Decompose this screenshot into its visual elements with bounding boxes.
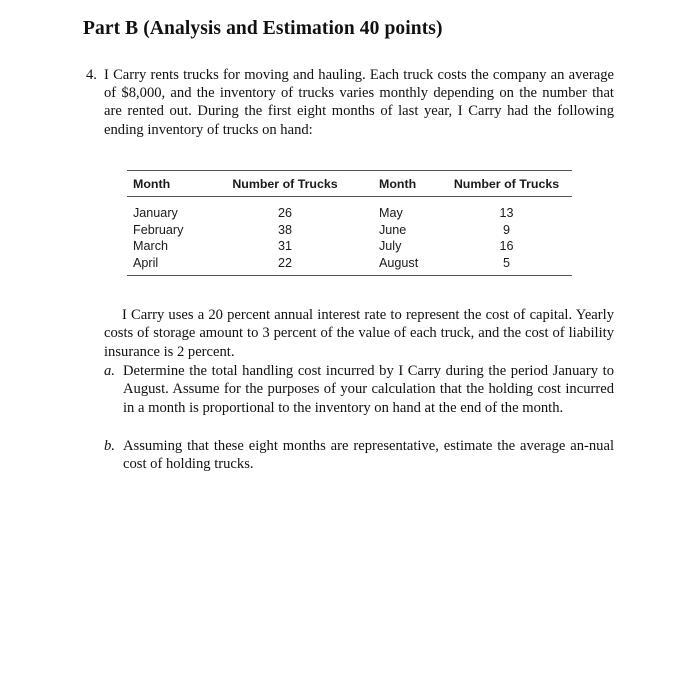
table-cell: 38 [277,222,292,237]
table-cell: February [133,222,184,237]
header-month-1: Month [133,176,171,191]
table-cell: 16 [499,239,514,254]
table-cell: May [379,206,403,221]
table-cell: June [379,222,407,237]
problem-4 [86,66,614,139]
inventory-table [127,170,572,276]
header-trucks-1: Number of Trucks [232,176,338,191]
question-a-label: a. [104,363,115,379]
table-cell: April [133,255,159,270]
question-b-label: b. [104,438,115,454]
section-heading: Part B (Analysis and Estimation 40 points) [83,18,443,39]
table-cell: 9 [502,222,510,237]
table-cell: 22 [277,255,292,270]
table-header-row [127,171,572,196]
question-a-text: Determine the total handling cost incurred by I Carry during the period January to August. Assume for the purposes of your calculation that the holding cost incurred in a month is proportional to the inventory on hand at the end of the month. [123,363,614,416]
table-cell: March [133,239,168,254]
cost-paragraph [104,306,614,361]
table-bottom-rule [127,275,572,276]
table-row [127,238,572,255]
table-cell: 26 [277,206,292,221]
header-trucks-2: Number of Trucks [453,176,560,191]
question-a [104,362,614,417]
problem-number: 4. [86,67,97,83]
table-cell: August [379,255,419,270]
cost-paragraph-text: I Carry uses a 20 percent annual interest rate to represent the cost of capital. Yearly costs of storage amount to 3 percent of the value of each truck, and the cost of liability insurance is 2 percent. [104,307,614,360]
table-cell: 5 [502,255,510,270]
table-cell: 31 [277,239,292,254]
table-cell: July [379,239,402,254]
question-b-text: Assuming that these eight months are representative, estimate the average an-nual cost of holding trucks. [123,438,614,473]
problem-statement: I Carry rents trucks for moving and hauling. Each truck costs the company an average of $8,000, and the inventory of trucks varies monthly depending on the number that are rented out. During the first eight months of last year, I Carry had the following ending inventory of trucks on hand: [104,67,614,138]
table-cell: January [133,206,178,221]
table-row [127,255,572,272]
question-b [104,437,614,474]
header-month-2: Month [379,176,417,191]
table-row [127,222,572,239]
table-body [127,197,572,275]
table-cell: 13 [499,206,514,221]
table-row [127,205,572,222]
